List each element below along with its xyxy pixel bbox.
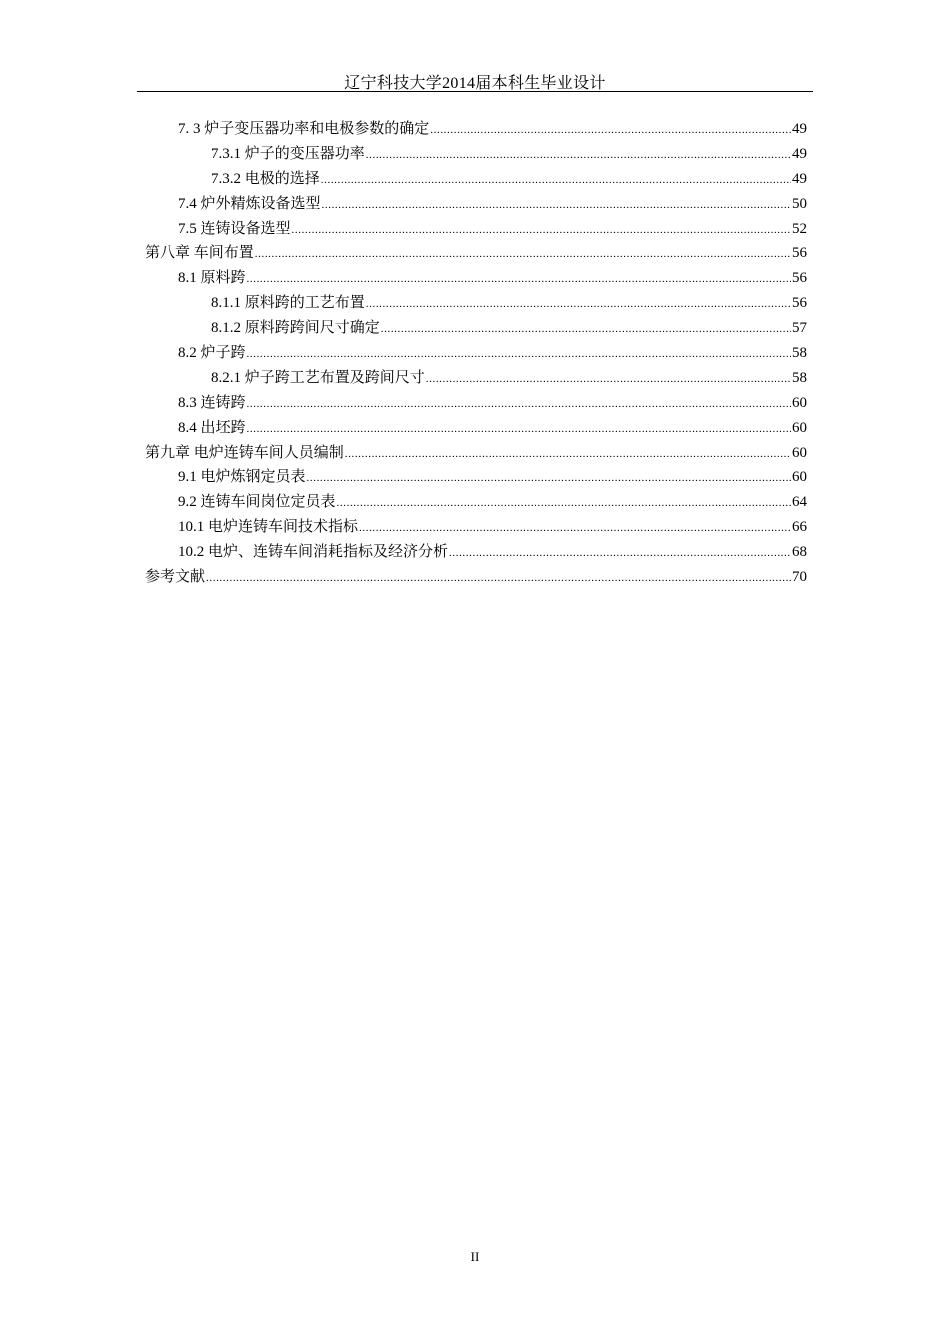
toc-entry-label: 10.1 电炉连铸车间技术指标 — [178, 519, 359, 536]
toc-entry[interactable] — [145, 515, 807, 540]
toc-entry-label: 7.3.1 炉子的变压器功率 — [211, 145, 365, 162]
toc-entry-label: 8.1.2 原料跨跨间尺寸确定 — [211, 320, 380, 337]
toc-entry-label: 参考文献 — [145, 569, 206, 586]
toc-entry[interactable] — [145, 217, 807, 242]
toc-entry-page: 56 — [792, 295, 807, 312]
toc-dot-leader — [345, 442, 791, 467]
toc-entry[interactable] — [145, 192, 807, 217]
table-of-contents — [145, 117, 807, 590]
toc-entry-page: 50 — [792, 195, 807, 212]
toc-entry-label: 8.3 连铸跨 — [178, 394, 246, 411]
toc-entry[interactable] — [145, 540, 807, 565]
toc-entry-page: 52 — [792, 220, 807, 237]
toc-entry-page: 49 — [792, 145, 807, 162]
toc-dot-leader — [307, 466, 791, 491]
toc-entry-page: 56 — [792, 270, 807, 287]
toc-dot-leader — [359, 516, 791, 541]
toc-entry-page: 66 — [792, 519, 807, 536]
toc-entry-page: 60 — [792, 444, 807, 461]
toc-entry[interactable] — [145, 167, 807, 192]
toc-entry-page: 70 — [792, 569, 807, 586]
header-divider — [137, 91, 813, 92]
toc-dot-leader — [337, 491, 791, 516]
toc-entry-page: 56 — [792, 245, 807, 262]
toc-dot-leader — [366, 292, 791, 317]
toc-entry-label: 8.2.1 炉子跨工艺布置及跨间尺寸 — [211, 369, 425, 386]
toc-entry[interactable] — [145, 266, 807, 291]
toc-dot-leader — [255, 242, 791, 267]
toc-dot-leader — [247, 417, 791, 442]
toc-dot-leader — [322, 193, 791, 218]
page-number: II — [470, 1249, 480, 1264]
toc-entry-label: 9.1 电炉炼钢定员表 — [178, 469, 306, 486]
toc-entry[interactable] — [145, 441, 807, 466]
toc-entry-page: 49 — [792, 121, 807, 137]
toc-dot-leader — [366, 143, 791, 168]
toc-entry-page: 60 — [792, 469, 807, 486]
toc-entry-label: 7.3.2 电极的选择 — [211, 170, 320, 187]
toc-entry-label: 8.1 原料跨 — [178, 270, 246, 287]
toc-entry-page: 57 — [792, 320, 807, 337]
toc-entry[interactable] — [145, 366, 807, 391]
toc-entry[interactable] — [145, 316, 807, 341]
toc-entry-page: 58 — [792, 345, 807, 362]
toc-entry[interactable] — [145, 241, 807, 266]
toc-dot-leader — [247, 342, 791, 367]
toc-entry[interactable] — [145, 341, 807, 366]
toc-entry-label: 7.5 连铸设备选型 — [178, 220, 291, 237]
toc-dot-leader — [247, 267, 791, 292]
toc-entry-page: 58 — [792, 369, 807, 386]
toc-entry-page: 60 — [792, 419, 807, 436]
toc-dot-leader — [247, 392, 791, 417]
toc-entry[interactable] — [145, 490, 807, 515]
toc-entry-label: 7.4 炉外精炼设备选型 — [178, 195, 321, 212]
toc-entry-label: 第九章 电炉连铸车间人员编制 — [145, 444, 344, 461]
toc-entry[interactable] — [145, 565, 807, 590]
toc-entry[interactable] — [145, 291, 807, 316]
toc-entry[interactable] — [145, 465, 807, 490]
toc-entry-label: 8.1.1 原料跨的工艺布置 — [211, 295, 365, 312]
toc-entry-page: 60 — [792, 394, 807, 411]
toc-dot-leader — [292, 218, 791, 243]
toc-dot-leader — [206, 566, 791, 591]
toc-entry-page: 64 — [792, 494, 807, 511]
toc-entry[interactable] — [145, 117, 807, 142]
toc-entry-page: 68 — [792, 544, 807, 561]
toc-entry-label: 8.2 炉子跨 — [178, 345, 246, 362]
toc-dot-leader — [430, 118, 791, 143]
toc-entry-label: 10.2 电炉、连铸车间消耗指标及经济分析 — [178, 544, 449, 561]
toc-entry[interactable] — [145, 391, 807, 416]
toc-entry-label: 9.2 连铸车间岗位定员表 — [178, 494, 336, 511]
toc-entry-label: 8.4 出坯跨 — [178, 419, 246, 436]
toc-entry-page: 49 — [792, 170, 807, 187]
page-header-title: 辽宁科技大学2014届本科生毕业设计 — [344, 75, 606, 92]
toc-entry[interactable] — [145, 416, 807, 441]
toc-entry-label: 7. 3 炉子变压器功率和电极参数的确定 — [178, 121, 430, 137]
toc-dot-leader — [381, 317, 791, 342]
toc-dot-leader — [321, 168, 791, 193]
toc-dot-leader — [426, 367, 791, 392]
toc-entry-label: 第八章 车间布置 — [145, 245, 254, 262]
toc-entry[interactable] — [145, 142, 807, 167]
toc-dot-leader — [449, 541, 791, 566]
